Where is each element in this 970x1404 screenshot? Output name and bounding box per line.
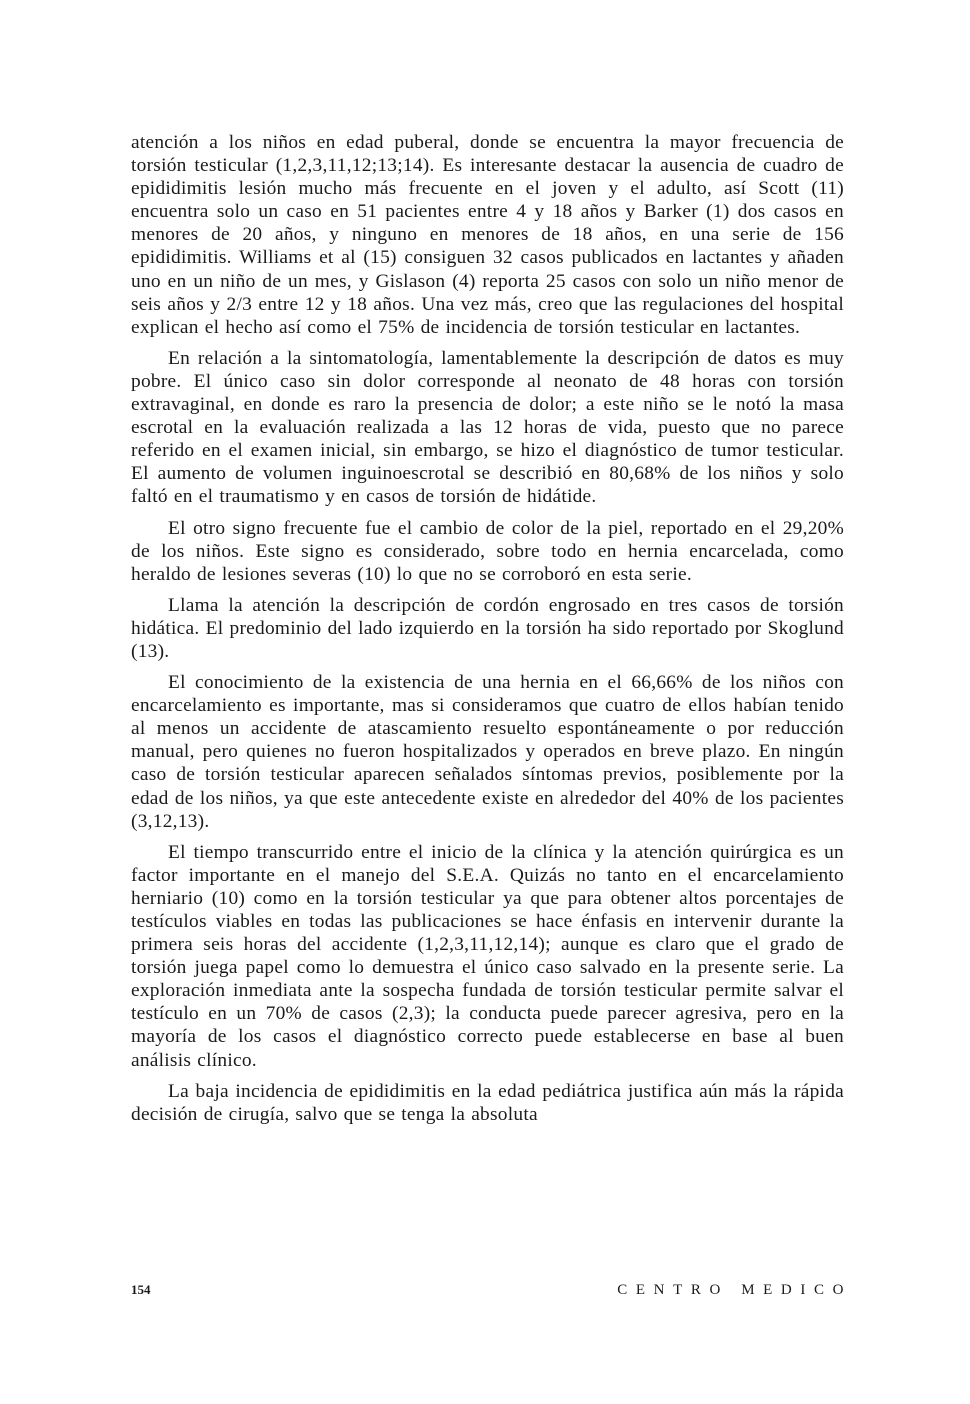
page-number: 154	[131, 1282, 151, 1297]
paragraph-6: El tiempo transcurrido entre el inicio de la clínica y la atención quirúrgica es un factor importante en el manejo del S.E.A. Quizás no tanto en el encarcelamiento herniario (10) como en la torsión testicular ya que para obtener altos porcentajes de testículos viables en todas las publicaciones se hace énfasis en intervenir durante la primera seis horas del accidente (1,2,3,11,12,14); aunque es claro que el grado de torsión juega papel como lo demuestra el único caso salvado en la presente serie. La exploración inmediata ante la sospecha fundada de torsión testicular permite salvar el testículo en un 70% de casos (2,3); la conducta puede parecer agresiva, pero en la mayoría de los casos el diagnóstico correcto puede establecerse en base al buen análisis clínico.	[131, 841, 844, 1071]
paragraph-5: El conocimiento de la existencia de una hernia en el 66,66% de los niños con encarcelamiento es importante, mas si consideramos que cuatro de ellos habían tenido al menos un accidente de atascamiento resuelto espontáneamente o por reducción manual, pero quienes no fueron hospitalizados y operados en breve plazo. En ningún caso de torsión testicular aparecen señalados síntomas previos, posiblemente por la edad de los niños, ya que este antecedente existe en alrededor del 40% de los pacientes (3,12,13).	[131, 672, 844, 832]
paragraph-2: En relación a la sintomatología, lamentablemente la descripción de datos es muy pobre. El único caso sin dolor corresponde al neonato de 48 horas con torsión extravaginal, en donde es raro la presencia de dolor; a este niño se le notó la masa escrotal en la evaluación realizada a las 12 horas de vida, puesto que no parece referido en el examen inicial, sin embargo, se hizo el diagnóstico de tumor testicular. El aumento de volumen inguinoescrotal se describió en 80,68% de los niños y solo faltó en el traumatismo y en casos de torsión de hidátide.	[131, 347, 844, 508]
running-title: CENTRO MEDICO	[617, 1282, 852, 1298]
paragraph-7: La baja incidencia de epididimitis en la edad pediátrica justifica aún más la rápida decisión de cirugía, salvo que se tenga la absoluta	[131, 1080, 844, 1125]
page-footer	[131, 1282, 852, 1302]
paragraph-3: El otro signo frecuente fue el cambio de color de la piel, reportado en el 29,20% de los niños. Este signo es considerado, sobre todo en hernia encarcelada, como heraldo de lesiones severas (10) lo que no se corroboró en esta serie.	[131, 517, 844, 585]
paragraph-4: Llama la atención la descripción de cordón engrosado en tres casos de torsión hidática. El predominio del lado izquierdo en la torsión ha sido reportado por Skoglund (13).	[131, 594, 844, 662]
page-body	[131, 131, 844, 1134]
paragraph-1: atención a los niños en edad puberal, donde se encuentra la mayor frecuencia de torsión testicular (1,2,3,11,12;13;14). Es interesante destacar la ausencia de cuadro de epididimitis lesión mucho más frecuente en el joven y el adulto, así Scott (11) encuentra solo un caso en 51 pacientes entre 4 y 18 años y Barker (1) dos casos en menores de 20 años, y ninguno en menores de 18 años, en una serie de 156 epididimitis. Williams et al (15) consiguen 32 casos publicados en lactantes y añaden uno en un niño de un mes, y Gislason (4) reporta 25 casos con solo un niño menor de seis años y 2/3 entre 12 y 18 años. Una vez más, creo que las regulaciones del hospital explican el hecho así como el 75% de incidencia de torsión testicular en lactantes.	[131, 132, 844, 338]
